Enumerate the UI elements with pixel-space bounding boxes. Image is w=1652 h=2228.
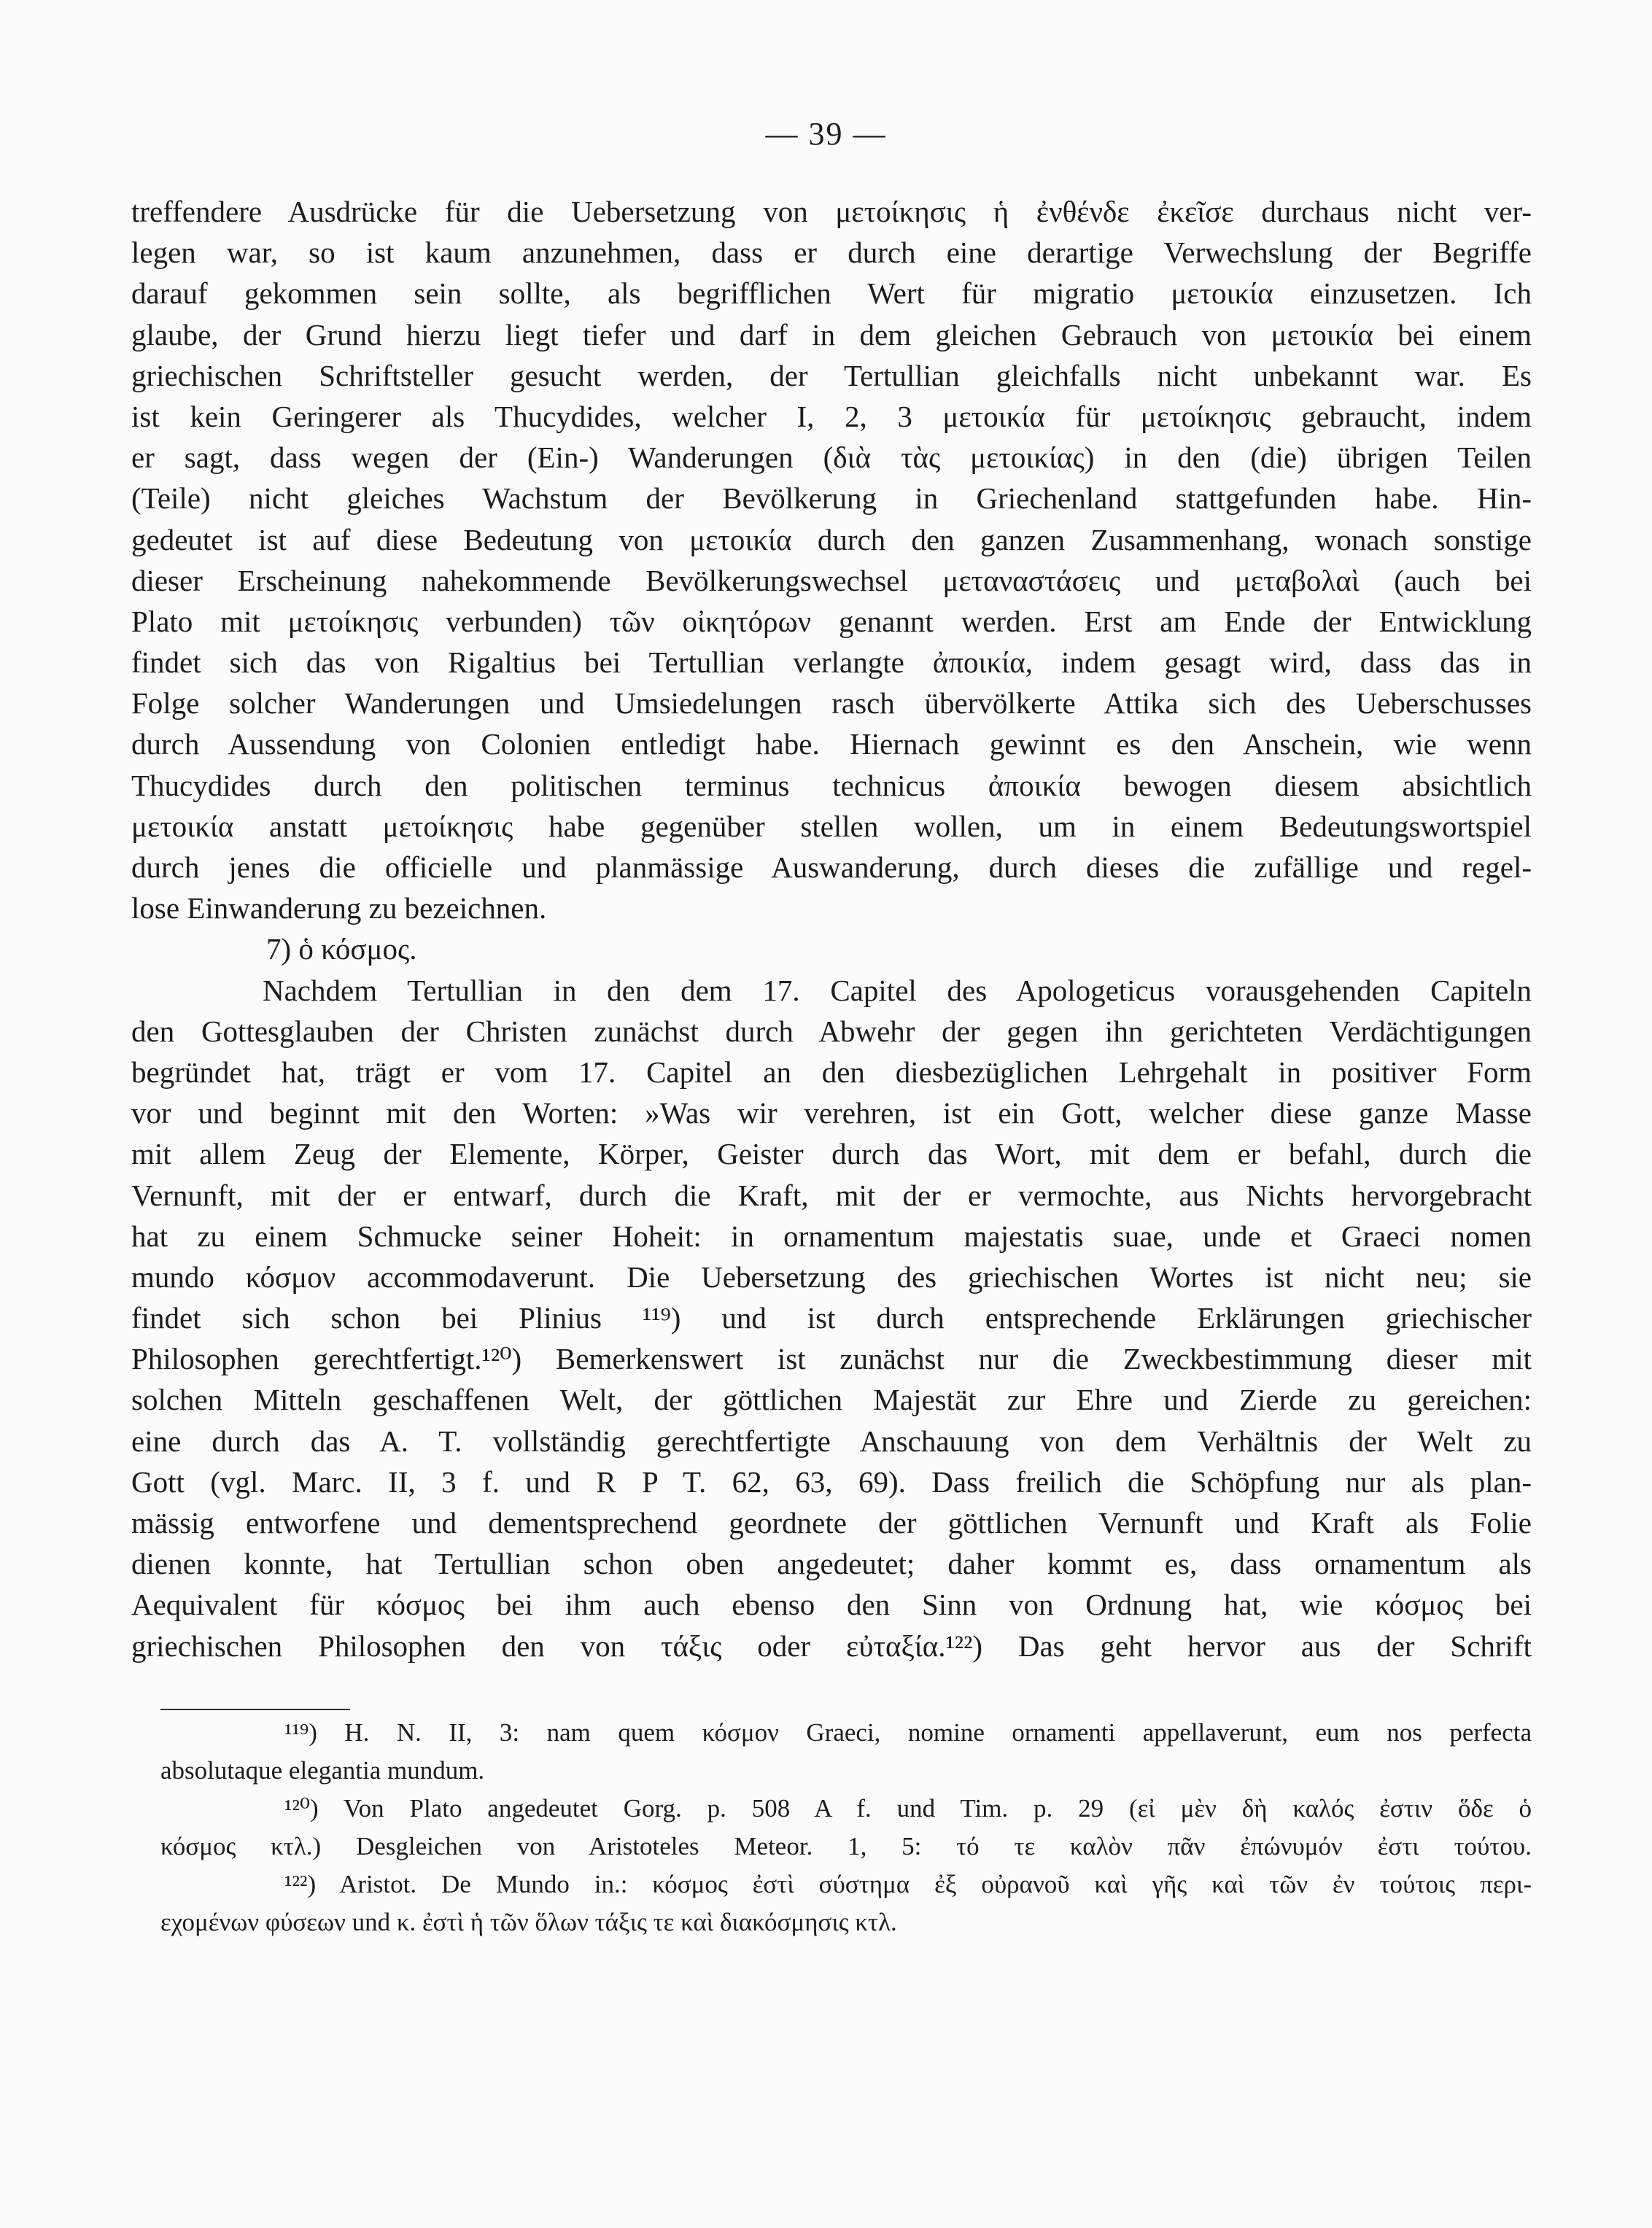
text-line: gedeutet ist auf diese Bedeutung von μετοικία durch den ganzen Zusammenhang, wonach sonstige	[131, 522, 1532, 556]
text-line: mit allem Zeug der Elemente, Körper, Geister durch das Wort, mit dem er befahl, durch die	[131, 1137, 1532, 1171]
text-line: Nachdem Tertullian in den dem 17. Capitel des Apologeticus vorausgehenden Capiteln	[263, 973, 1532, 1007]
text-line: Vernunft, mit der er entwarf, durch die Kraft, mit der er vermochte, aus Nichts hervorgebracht	[131, 1178, 1532, 1212]
footnote-line: ¹²⁰) Von Plato angedeutet Gorg. p. 508 A f. und Tim. p. 29 (εἰ μὲν δὴ καλός ἐστιν ὅδε ὁ	[284, 1794, 1532, 1823]
text-line: er sagt, dass wegen der (Ein-) Wanderungen (διὰ τὰς μετοικίας) in den (die) übrigen Teilen	[131, 440, 1532, 475]
footnote-line: ¹¹⁹) H. N. II, 3: nam quem κόσμον Graeci, nomine ornamenti appellaverunt, eum nos perfecta	[284, 1718, 1532, 1747]
text-line: glaube, der Grund hierzu liegt tiefer und darf in dem gleichen Gebrauch von μετοικία bei einem	[131, 317, 1532, 352]
text-line: hat zu einem Schmucke seiner Hoheit: in ornamentum majestatis suae, unde et Graeci nomen	[131, 1219, 1532, 1253]
text-line: griechischen Philosophen den von τάξις oder εὐταξία.¹²²) Das geht hervor aus der Schrift	[131, 1629, 1532, 1663]
footnote-divider	[160, 1709, 350, 1710]
text-line: Folge solcher Wanderungen und Umsiedelungen rasch übervölkerte Attika sich des Ueberschusses	[131, 686, 1532, 721]
text-line: solchen Mitteln geschaffenen Welt, der göttlichen Majestät zur Ehre und Zierde zu gereichen:	[131, 1383, 1532, 1417]
text-line: vor und beginnt mit den Worten: »Was wir verehren, ist ein Gott, welcher diese ganze Masse	[131, 1096, 1532, 1130]
text-line: Philosophen gerechtfertigt.¹²⁰) Bemerkenswert ist zunächst nur die Zweckbestimmung dieser mit	[131, 1342, 1532, 1376]
text-line: begründet hat, trägt er vom 17. Capitel an den diesbezüglichen Lehrgehalt in positiver Form	[131, 1055, 1532, 1089]
text-line: den Gottesglauben der Christen zunächst durch Abwehr der gegen ihn gerichteten Verdächtigungen	[131, 1014, 1532, 1048]
text-line: dienen konnte, hat Tertullian schon oben angedeutet; daher kommt es, dass ornamentum als	[131, 1547, 1532, 1581]
footnote-line: εχομένων φύσεων und κ. ἐστὶ ἡ τῶν ὅλων τάξις τε καὶ διακόσμησις κτλ.	[160, 1908, 897, 1936]
text-line: (Teile) nicht gleiches Wachstum der Bevölkerung in Griechenland stattgefunden habe. Hin-	[131, 481, 1532, 516]
text-line: durch Aussendung von Colonien entledigt habe. Hiernach gewinnt es den Anschein, wie wenn	[131, 727, 1532, 761]
text-line: findet sich schon bei Plinius ¹¹⁹) und ist durch entsprechende Erklärungen griechischer	[131, 1301, 1532, 1335]
text-line: griechischen Schriftsteller gesucht werden, der Tertullian gleichfalls nicht unbekannt war. Es	[131, 358, 1532, 392]
text-line: Gott (vgl. Marc. II, 3 f. und R P T. 62, 63, 69). Dass freilich die Schöpfung nur als plan-	[131, 1464, 1532, 1499]
section-heading: 7) ὁ κόσμος.	[266, 932, 417, 966]
text-line: mundo κόσμον accommodaverunt. Die Uebersetzung des griechischen Wortes ist nicht neu; sie	[131, 1259, 1532, 1294]
footnote-line: κόσμος κτλ.) Desgleichen von Aristoteles Meteor. 1, 5: τό τε καλὸν πᾶν ἐπώνυμόν ἐστι τούτου.	[160, 1832, 1532, 1860]
text-line: Aequivalent für κόσμος bei ihm auch ebenso den Sinn von Ordnung hat, wie κόσμος bei	[131, 1588, 1532, 1622]
text-line: Plato mit μετοίκησις verbunden) τῶν οἰκητόρων genannt werden. Erst am Ende der Entwicklung	[131, 604, 1532, 638]
page-number: — 39 —	[765, 116, 887, 152]
footnotes	[160, 1714, 1532, 1941]
text-line: treffendere Ausdrücke für die Uebersetzung von μετοίκησις ἡ ἐνθένδε ἐκεῖσε durchaus nicht ver-	[131, 195, 1532, 228]
text-line: μετοικία anstatt μετοίκησις habe gegenüber stellen wollen, um in einem Bedeutungswortspiel	[131, 809, 1532, 843]
text-line: findet sich das von Rigaltius bei Tertullian verlangte ἀποικία, indem gesagt wird, dass das in	[131, 645, 1532, 680]
text-line: durch jenes die officielle und planmässige Auswanderung, durch dieses die zufällige und regel-	[131, 850, 1532, 884]
text-line: dieser Erscheinung nahekommende Bevölkerungswechsel μεταναστάσεις und μεταβολαὶ (auch bei	[131, 563, 1532, 597]
text-line: Thucydides durch den politischen terminus technicus ἀποικία bewogen diesem absichtlich	[131, 768, 1532, 802]
text-line: mässig entworfene und dementsprechend geordnete der göttlichen Vernunft und Kraft als Folie	[131, 1506, 1532, 1540]
text-line: legen war, so ist kaum anzunehmen, dass er durch eine derartige Verwechslung der Begriffe	[131, 236, 1532, 270]
footnote-line: absolutaque elegantia mundum.	[160, 1756, 485, 1785]
text-line: darauf gekommen sein sollte, als begrifflichen Wert für migratio μετοικία einzusetzen. Ich	[131, 276, 1532, 311]
text-line: ist kein Geringerer als Thucydides, welcher I, 2, 3 μετοικία für μετοίκησις gebraucht, indem	[131, 399, 1532, 433]
text-line: eine durch das A. T. vollständig gerechtfertigte Anschauung von dem Verhältnis der Welt zu	[131, 1424, 1532, 1458]
footnote-line: ¹²²) Aristot. De Mundo in.: κόσμος ἐστὶ σύστημα ἐξ οὐρανοῦ καὶ γῆς καὶ τῶν ἐν τούτοις περι-	[284, 1870, 1532, 1898]
text-line: lose Einwanderung zu bezeichnen.	[131, 891, 547, 925]
body-text	[131, 191, 1532, 1666]
